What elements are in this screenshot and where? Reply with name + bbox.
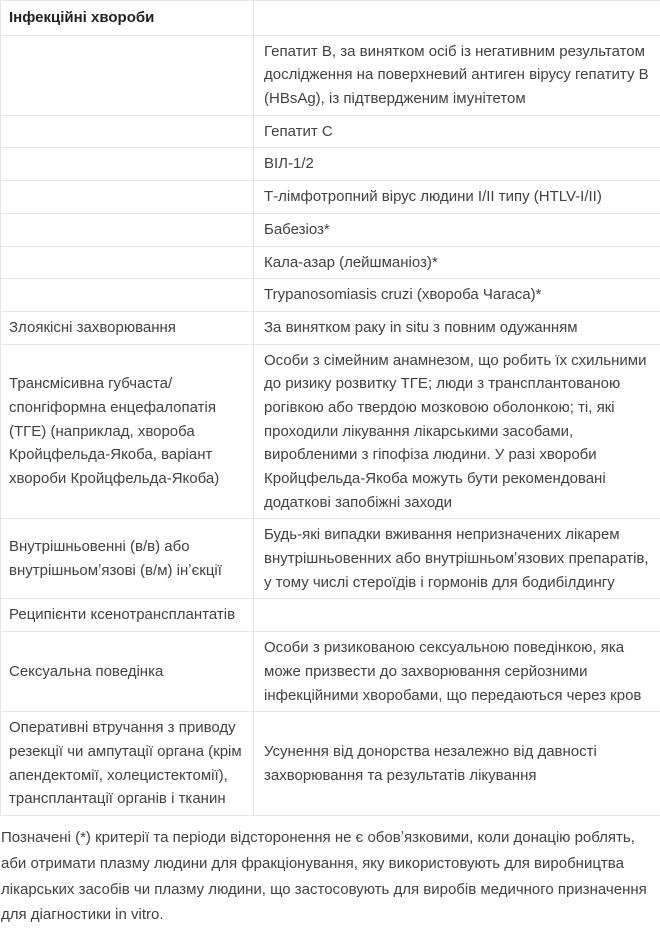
- criteria-cell: [1, 115, 254, 148]
- table-row: [1, 35, 660, 115]
- criteria-cell: Трансмісивна губчаста/ спонгіформна енцефалопатія (ТГЕ) (наприклад, хвороба Кройцфельда-Якоба, варіант хвороби Кройцфельда-Якоба): [1, 344, 254, 519]
- description-cell: За винятком раку in situ з повним одужанням: [254, 311, 660, 344]
- criteria-cell: Сексуальна поведінка: [1, 632, 254, 712]
- criteria-cell: [1, 246, 254, 279]
- description-cell: Trypanosomiasis cruzi (хвороба Чагаса)*: [254, 279, 660, 312]
- criteria-cell: Оперативні втручання з приводу резекції чи ампутації органа (крім апендектомії, холецистектомії), трансплантації органів і тканин: [1, 712, 254, 816]
- table-row: [1, 599, 660, 632]
- table-row: [1, 519, 660, 599]
- criteria-cell: Реципієнти ксенотрансплантатів: [1, 599, 254, 632]
- description-cell: Гепатит С: [254, 115, 660, 148]
- description-cell: Особи з ризикованою сексуальною поведінкою, яка може призвести до захворювання серйозними інфекційними хворобами, що передаються через кров: [254, 632, 660, 712]
- table-header-row: [1, 1, 660, 36]
- description-cell: [254, 599, 660, 632]
- table-row: [1, 712, 660, 816]
- description-cell: Усунення від донорства незалежно від давності захворювання та результатів лікування: [254, 712, 660, 816]
- description-cell: Гепатит В, за винятком осіб із негативним результатом дослідження на поверхневий антиген вірусу гепатиту В (HBsAg), із підтвердженим імунітетом: [254, 35, 660, 115]
- description-cell: Будь-які випадки вживання непризначених лікарем внутрішньовенних або внутрішньомʼязових препаратів, у тому числі стероїдів і гормонів для бодибілдингу: [254, 519, 660, 599]
- description-cell: Особи з сімейним анамнезом, що робить їх схильними до ризику розвитку ТГЕ; люди з трансплантованою рогівкою або твердою мозковою оболонкою; ті, які проходили лікування лікарськими засобами, виробленими з гіпофіза людини. У разі хвороби Кройцфельда-Якоба можуть бути рекомендовані додаткові запобіжні заходи: [254, 344, 660, 519]
- table-row: [1, 148, 660, 181]
- criteria-cell: [1, 148, 254, 181]
- description-cell: Бабезіоз*: [254, 213, 660, 246]
- asterisk-footnote: Позначені (*) критерії та періоди відсторонення не є обовʼязковими, коли донацію роблять, аби отримати плазму людини для фракціонування, яку використовують для виробництва лікарських засобів чи плазму людини, що застосовують для виробів медичного призначення для діагностики in vitro.: [0, 825, 660, 928]
- table-row: [1, 213, 660, 246]
- section-heading-empty: [254, 1, 660, 36]
- criteria-cell: Внутрішньовенні (в/в) або внутрішньомʼязові (в/м) інʼєкції: [1, 519, 254, 599]
- table-row: [1, 181, 660, 214]
- description-cell: Кала-азар (лейшманіоз)*: [254, 246, 660, 279]
- table-row: [1, 279, 660, 312]
- criteria-cell: Злоякісні захворювання: [1, 311, 254, 344]
- section-heading: Інфекційні хвороби: [1, 1, 254, 36]
- table-row: [1, 246, 660, 279]
- criteria-cell: [1, 279, 254, 312]
- table-row: [1, 311, 660, 344]
- criteria-cell: [1, 213, 254, 246]
- criteria-cell: [1, 181, 254, 214]
- description-cell: ВІЛ-1/2: [254, 148, 660, 181]
- criteria-cell: [1, 35, 254, 115]
- description-cell: Т-лімфотропний вірус людини I/II типу (HTLV-I/II): [254, 181, 660, 214]
- table-row: [1, 344, 660, 519]
- table-row: [1, 115, 660, 148]
- table-row: [1, 632, 660, 712]
